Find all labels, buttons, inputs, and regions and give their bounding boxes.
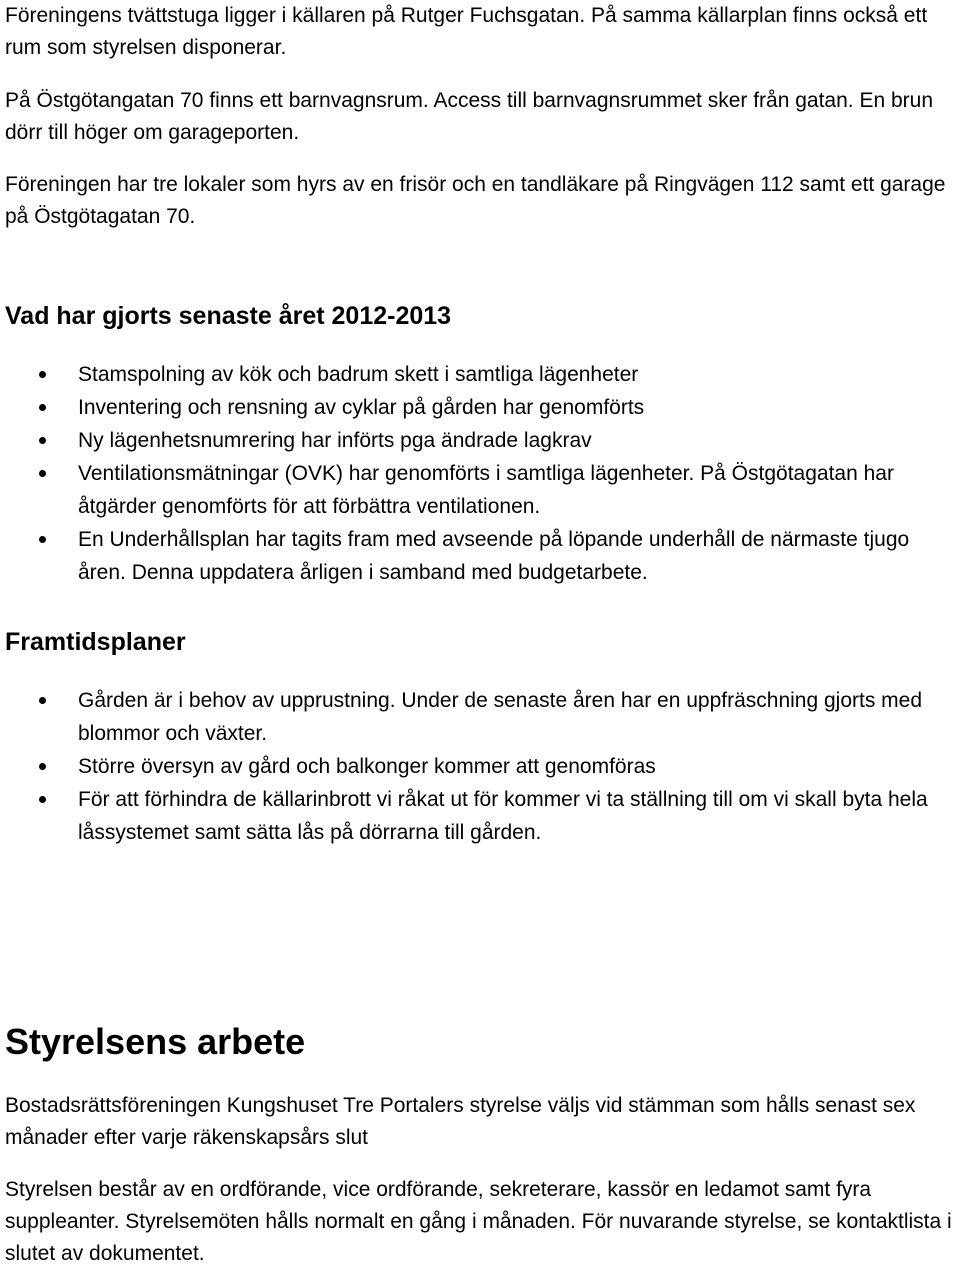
list-item [0,391,960,424]
list-item [0,783,960,849]
bullet-icon [39,470,46,477]
section-heading-future: Framtidsplaner [5,628,186,656]
section-heading-board: Styrelsens arbete [5,1021,306,1062]
board-paragraph-election: Bostadsrättsföreningen Kungshuset Tre Portalers styrelse väljs vid stämman som hålls senast sex månader efter varje räkenskapsårs slut [5,1094,916,1149]
future-list [0,684,960,849]
intro-paragraph-laundry: Föreningens tvättstuga ligger i källaren på Rutger Fuchsgatan. På samma källarplan finns också ett rum som styrelsen disponerar. [5,4,928,59]
list-item-text: Ny lägenhetsnumrering har införts pga ändrade lagkrav [78,429,592,452]
list-item [0,684,960,750]
list-item-text: Större översyn av gård och balkonger kommer att genomföras [78,755,656,778]
done-list [0,358,960,589]
list-item [0,457,960,523]
bullet-icon [39,404,46,411]
board-paragraph-composition: Styrelsen består av en ordförande, vice ordförande, sekreterare, kassör en ledamot samt fyra suppleanter. Styrelsemöten hålls normalt en gång i månaden. För nuvarande styrelse, se kontaktlista i slutet av dokumentet. [5,1178,952,1265]
list-item-text: Gården är i behov av upprustning. Under de senaste åren har en uppfräschning gjorts med blommor och växter. [78,689,923,745]
list-item [0,523,960,589]
list-item [0,424,960,457]
bullet-icon [39,796,46,803]
bullet-icon [39,763,46,770]
list-item-text: Inventering och rensning av cyklar på gården har genomförts [78,396,645,419]
intro-paragraph-premises: Föreningen har tre lokaler som hyrs av en frisör och en tandläkare på Ringvägen 112 samt ett garage på Östgötagatan 70. [5,173,946,228]
bullet-icon [39,371,46,378]
list-item-text: Ventilationsmätningar (OVK) har genomförts i samtliga lägenheter. På Östgötagatan har åtgärder genomförts för att förbättra ventilationen. [78,462,894,518]
list-item [0,750,960,783]
bullet-icon [39,536,46,543]
bullet-icon [39,437,46,444]
list-item-text: En Underhållsplan har tagits fram med avseende på löpande underhåll de närmaste tjugo åren. Denna uppdatera årligen i samband med budgetarbete. [78,528,910,584]
intro-paragraph-stroller-room: På Östgötangatan 70 finns ett barnvagnsrum. Access till barnvagnsrummet sker från gatan. En brun dörr till höger om garageporten. [5,89,933,144]
bullet-icon [39,697,46,704]
list-item-text: Stamspolning av kök och badrum skett i samtliga lägenheter [78,363,639,386]
list-item [0,358,960,391]
section-heading-done: Vad har gjorts senaste året 2012-2013 [5,302,452,330]
list-item-text: För att förhindra de källarinbrott vi råkat ut för kommer vi ta ställning till om vi skall byta hela låssystemet samt sätta lås på dörrarna till gården. [78,788,928,844]
